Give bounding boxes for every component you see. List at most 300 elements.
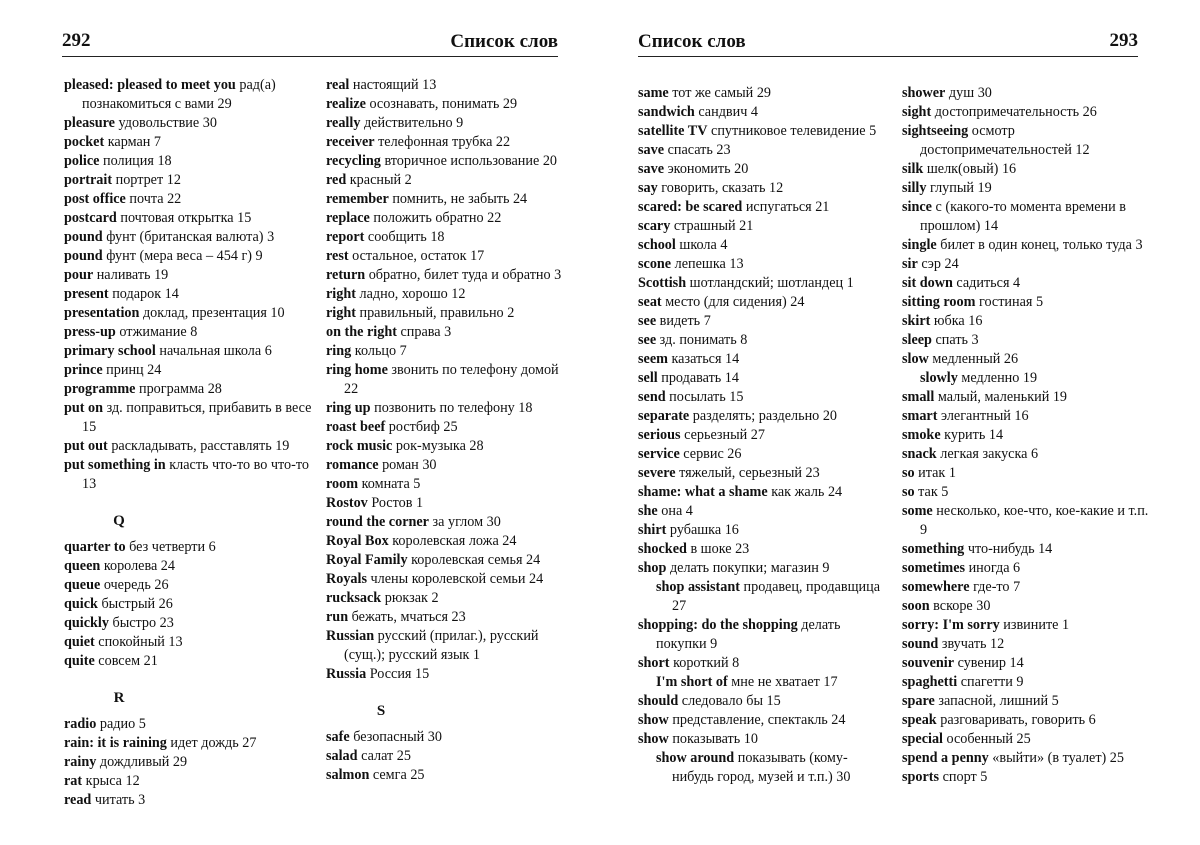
translation: роман 30 (378, 457, 437, 473)
glossary-entry (902, 388, 1152, 407)
translation: место (для сидения) 24 (661, 294, 805, 310)
headword: ring (326, 343, 352, 359)
translation: запасной, лишний 5 (934, 693, 1059, 709)
headword: salmon (326, 767, 370, 783)
glossary-entry (64, 399, 314, 437)
translation: королевская ложа 24 (388, 533, 517, 549)
translation: доклад, презентация 10 (139, 305, 285, 321)
headword: real (326, 77, 350, 93)
right-page (600, 0, 1200, 845)
running-title: Список слов (450, 31, 558, 52)
glossary-entry (902, 654, 1152, 673)
glossary-entry (64, 380, 314, 399)
glossary-entry (638, 255, 888, 274)
headword: present (64, 286, 109, 302)
glossary-entry (326, 665, 576, 684)
headword: Royal Box (326, 533, 389, 549)
glossary-entry (64, 285, 314, 304)
headword: speak (902, 712, 937, 728)
glossary-entry (902, 350, 1152, 369)
translation: ростбиф 25 (385, 419, 458, 435)
glossary-entry (638, 730, 888, 749)
glossary-entry (326, 627, 576, 665)
headword: Royal Family (326, 552, 408, 568)
translation: почта 22 (125, 191, 182, 207)
headword: separate (638, 408, 690, 424)
translation: фунт (британская валюта) 3 (102, 229, 275, 245)
glossary-entry (902, 673, 1152, 692)
translation: справа 3 (396, 324, 452, 340)
glossary-entry (902, 312, 1152, 331)
glossary-entry (64, 753, 314, 772)
translation: спагетти 9 (957, 674, 1024, 690)
translation: короткий 8 (669, 655, 740, 671)
headword: somewhere (902, 579, 970, 595)
translation: рад(а) познакомиться с вами 29 (82, 77, 276, 112)
translation: программа 28 (135, 381, 222, 397)
translation: представление, спектакль 24 (668, 712, 846, 728)
glossary-entry (902, 293, 1152, 312)
translation: продавать 14 (657, 370, 739, 386)
headword: single (902, 237, 937, 253)
headword: seem (638, 351, 668, 367)
headword: replace (326, 210, 370, 226)
headword: slow (902, 351, 929, 367)
headword: snack (902, 446, 937, 462)
headword: souvenir (902, 655, 955, 671)
glossary-entry (902, 426, 1152, 445)
glossary-entry (326, 209, 576, 228)
glossary-entry (64, 171, 314, 190)
glossary-entry (638, 331, 888, 350)
glossary-entry (64, 652, 314, 671)
headword: so (902, 484, 915, 500)
translation: положить обратно 22 (369, 210, 502, 226)
page-header (62, 30, 558, 57)
translation: помнить, не забыть 24 (388, 191, 528, 207)
headword: right (326, 305, 356, 321)
headword: see (638, 313, 657, 329)
glossary-entry (326, 551, 576, 570)
headword: save (638, 161, 665, 177)
glossary-entry (64, 228, 314, 247)
glossary-entry (326, 361, 576, 399)
headword: Russian (326, 628, 375, 644)
translation: члены королевской семьи 24 (367, 571, 544, 587)
glossary-entry (638, 217, 888, 236)
translation: спать 3 (931, 332, 979, 348)
translation: гостиная 5 (975, 294, 1044, 310)
headword: put on (64, 400, 104, 416)
glossary-entry (326, 766, 576, 785)
headword: slowly (920, 370, 958, 386)
glossary-entry (638, 654, 888, 673)
glossary-entry (64, 114, 314, 133)
glossary-entry (326, 304, 576, 323)
glossary-entry (638, 350, 888, 369)
headword: return (326, 267, 366, 283)
translation: идет дождь 27 (166, 735, 257, 751)
headword: sleep (902, 332, 932, 348)
glossary-entry (64, 791, 314, 810)
translation: элегантный 16 (937, 408, 1029, 424)
glossary-entry (326, 589, 576, 608)
glossary-entry (326, 399, 576, 418)
headword: sorry: I'm sorry (902, 617, 1000, 633)
word-column (64, 76, 314, 810)
glossary-entry (902, 749, 1152, 768)
glossary-entry (326, 475, 576, 494)
glossary-entry (902, 445, 1152, 464)
translation: сэр 24 (917, 256, 959, 272)
headword: rat (64, 773, 83, 789)
glossary-entry (326, 114, 576, 133)
translation: итак 1 (914, 465, 956, 481)
headword: prince (64, 362, 103, 378)
glossary-entry (638, 502, 888, 521)
translation: принц 24 (102, 362, 162, 378)
translation: юбка 16 (930, 313, 983, 329)
headword: shirt (638, 522, 667, 538)
glossary-entry (902, 84, 1152, 103)
headword: rain: it is raining (64, 735, 167, 751)
page-header (638, 30, 1138, 57)
translation: остальное, остаток 17 (348, 248, 485, 264)
glossary-entry (64, 304, 314, 323)
translation: правильный, правильно 2 (355, 305, 515, 321)
translation: говорить, сказать 12 (657, 180, 784, 196)
glossary-entry (638, 160, 888, 179)
translation: медленный 26 (928, 351, 1019, 367)
glossary-entry (64, 76, 314, 114)
headword: she (638, 503, 658, 519)
translation: безопасный 30 (349, 729, 442, 745)
translation: рок-музыка 28 (392, 438, 484, 454)
headword: programme (64, 381, 136, 397)
translation: спорт 5 (939, 769, 988, 785)
headword: since (902, 199, 932, 215)
glossary-entry (638, 236, 888, 255)
headword: sit down (902, 275, 953, 291)
glossary-entry (902, 198, 1152, 236)
translation: читать 3 (91, 792, 146, 808)
glossary-entry (64, 361, 314, 380)
headword: sometimes (902, 560, 966, 576)
glossary-entry (326, 95, 576, 114)
translation: салат 25 (357, 748, 411, 764)
headword: silly (902, 180, 927, 196)
glossary-entry (902, 160, 1152, 179)
translation: вскоре 30 (929, 598, 991, 614)
translation: совсем 21 (94, 653, 158, 669)
headword: press-up (64, 324, 116, 340)
headword: rock music (326, 438, 393, 454)
glossary-entry (638, 369, 888, 388)
translation: спокойный 13 (94, 634, 183, 650)
headword: Russia (326, 666, 367, 682)
headword: room (326, 476, 359, 492)
headword: queue (64, 577, 101, 593)
translation: что-нибудь 14 (964, 541, 1053, 557)
translation: фунт (мера веса – 454 г) 9 (102, 248, 263, 264)
glossary-entry (326, 494, 576, 513)
headword: see (638, 332, 657, 348)
translation: шотландский; шотландец 1 (686, 275, 854, 291)
headword: portrait (64, 172, 113, 188)
glossary-entry (638, 464, 888, 483)
glossary-entry (638, 312, 888, 331)
headword: smoke (902, 427, 941, 443)
translation: испугаться 21 (742, 199, 830, 215)
translation: спутниковое телевидение 5 (707, 123, 877, 139)
translation: спасать 23 (664, 142, 731, 158)
translation: кольцо 7 (351, 343, 407, 359)
headword: pound (64, 229, 103, 245)
glossary-entry (326, 513, 576, 532)
headword: put something in (64, 457, 166, 473)
glossary-entry (902, 616, 1152, 635)
headword: send (638, 389, 666, 405)
translation: продавец, продавщица 27 (672, 579, 881, 614)
headword: ring up (326, 400, 371, 416)
headword: ring home (326, 362, 388, 378)
headword: pleased: pleased to meet you (64, 77, 236, 93)
headword: sitting room (902, 294, 976, 310)
headword: pound (64, 248, 103, 264)
glossary-entry (902, 502, 1152, 540)
glossary-entry (326, 171, 576, 190)
translation: дождливый 29 (96, 754, 188, 770)
glossary-entry (638, 293, 888, 312)
translation: зд. понимать 8 (656, 332, 748, 348)
headword: short (638, 655, 670, 671)
headword: receiver (326, 134, 375, 150)
translation: серьезный 27 (680, 427, 765, 443)
glossary-entry (902, 597, 1152, 616)
headword: quickly (64, 615, 109, 631)
headword: special (902, 731, 943, 747)
translation: тяжелый, серьезный 23 (675, 465, 820, 481)
glossary-entry (64, 595, 314, 614)
translation: класть что-то во что-то 13 (82, 457, 309, 492)
translation: следовало бы 15 (678, 693, 781, 709)
translation: садиться 4 (952, 275, 1021, 291)
headword: scone (638, 256, 672, 272)
translation: ладно, хорошо 12 (355, 286, 466, 302)
glossary-entry (902, 483, 1152, 502)
glossary-entry (326, 342, 576, 361)
translation: сувенир 14 (954, 655, 1024, 671)
translation: начальная школа 6 (155, 343, 272, 359)
glossary-entry (64, 323, 314, 342)
translation: экономить 20 (664, 161, 749, 177)
headword: quarter to (64, 539, 126, 555)
headword: spare (902, 693, 935, 709)
translation: достопримечательность 26 (931, 104, 1097, 120)
headword: round the corner (326, 514, 429, 530)
glossary-entry (902, 331, 1152, 350)
glossary-entry (902, 692, 1152, 711)
glossary-entry (326, 133, 576, 152)
glossary-entry (64, 247, 314, 266)
glossary-entry (64, 133, 314, 152)
page-number: 292 (62, 30, 91, 51)
glossary-entry (64, 152, 314, 171)
glossary-entry (902, 103, 1152, 122)
translation: легкая закуска 6 (936, 446, 1039, 462)
headword: quite (64, 653, 95, 669)
translation: королевская семья 24 (407, 552, 541, 568)
glossary-entry (638, 407, 888, 426)
headword: remember (326, 191, 389, 207)
headword: sports (902, 769, 940, 785)
translation: курить 14 (940, 427, 1004, 443)
translation: почтовая открытка 15 (116, 210, 252, 226)
glossary-entry (326, 228, 576, 247)
glossary-entry (64, 614, 314, 633)
headword: spend a penny (902, 750, 989, 766)
headword: sound (902, 636, 939, 652)
translation: страшный 21 (670, 218, 754, 234)
glossary-entry (638, 616, 888, 654)
translation: осмотр достопримечательностей 12 (920, 123, 1090, 158)
headword: so (902, 465, 915, 481)
headword: same (638, 85, 669, 101)
translation: семга 25 (369, 767, 425, 783)
translation: показывать (кому-нибудь город, музей и т.п.) 30 (672, 750, 851, 785)
translation: мне не хватает 17 (727, 674, 838, 690)
translation: позвонить по телефону 18 (370, 400, 533, 416)
translation: несколько, кое-что, кое-какие и т.п. 9 (920, 503, 1149, 538)
translation: действительно 9 (360, 115, 464, 131)
glossary-entry (902, 559, 1152, 578)
translation: полиция 18 (99, 153, 172, 169)
headword: save (638, 142, 665, 158)
glossary-entry (64, 342, 314, 361)
headword: report (326, 229, 365, 245)
headword: postcard (64, 210, 117, 226)
headword: should (638, 693, 679, 709)
glossary-entry (638, 179, 888, 198)
translation: казаться 14 (667, 351, 740, 367)
translation: лепешка 13 (671, 256, 744, 272)
glossary-entry (638, 711, 888, 730)
headword: say (638, 180, 658, 196)
translation: малый, маленький 19 (934, 389, 1068, 405)
headword: scared: be scared (638, 199, 743, 215)
glossary-entry (902, 236, 1152, 255)
headword: satellite TV (638, 123, 708, 139)
translation: бежать, мчаться 23 (348, 609, 466, 625)
headword: rucksack (326, 590, 382, 606)
headword: on the right (326, 324, 397, 340)
glossary-entry (638, 388, 888, 407)
glossary-entry (326, 570, 576, 589)
translation: быстро 23 (108, 615, 174, 631)
glossary-entry (326, 456, 576, 475)
headword: show (638, 712, 669, 728)
headword: serious (638, 427, 681, 443)
translation: тот же самый 29 (668, 85, 772, 101)
glossary-entry (64, 209, 314, 228)
glossary-entry (638, 274, 888, 293)
translation: с (какого-то момента времени в прошлом) 14 (920, 199, 1126, 234)
translation: медленно 19 (957, 370, 1038, 386)
translation: без четверти 6 (125, 539, 216, 555)
translation: разделять; раздельно 20 (689, 408, 838, 424)
headword: severe (638, 465, 676, 481)
glossary-entry (64, 576, 314, 595)
word-column (638, 84, 888, 787)
translation: Россия 15 (366, 666, 430, 682)
section-letter: Q (113, 513, 125, 529)
headword: some (902, 503, 933, 519)
translation: красный 2 (346, 172, 412, 188)
headword: right (326, 286, 356, 302)
translation: портрет 12 (112, 172, 181, 188)
headword: recycling (326, 153, 381, 169)
headword: pour (64, 267, 94, 283)
headword: pleasure (64, 115, 115, 131)
headword: show around (656, 750, 735, 766)
glossary-entry (638, 426, 888, 445)
running-title: Список слов (638, 31, 746, 52)
headword: rest (326, 248, 349, 264)
glossary-entry (638, 540, 888, 559)
headword: sight (902, 104, 932, 120)
glossary-entry (326, 266, 576, 285)
glossary-entry (326, 418, 576, 437)
headword: Royals (326, 571, 367, 587)
glossary-entry (64, 633, 314, 652)
headword: something (902, 541, 965, 557)
glossary-entry (902, 122, 1152, 160)
glossary-entry (64, 734, 314, 753)
translation: иногда 6 (965, 560, 1021, 576)
translation: рюкзак 2 (381, 590, 439, 606)
glossary-entry (638, 673, 888, 692)
glossary-entry (326, 747, 576, 766)
headword: scary (638, 218, 671, 234)
translation: звонить по телефону домой 22 (344, 362, 559, 397)
translation: шелк(овый) 16 (923, 161, 1017, 177)
translation: зд. поправиться, прибавить в весе 15 (82, 400, 312, 435)
translation: посылать 15 (665, 389, 744, 405)
headword: show (638, 731, 669, 747)
headword: shopping: do the shopping (638, 617, 798, 633)
headword: shower (902, 85, 946, 101)
headword: read (64, 792, 92, 808)
headword: really (326, 115, 361, 131)
headword: red (326, 172, 347, 188)
translation: как жаль 24 (767, 484, 843, 500)
headword: radio (64, 716, 97, 732)
headword: post office (64, 191, 126, 207)
glossary-entry (64, 456, 314, 494)
headword: rainy (64, 754, 97, 770)
glossary-entry (326, 247, 576, 266)
translation: подарок 14 (108, 286, 179, 302)
headword: queen (64, 558, 101, 574)
headword: skirt (902, 313, 931, 329)
glossary-entry (638, 198, 888, 217)
glossary-entry (326, 437, 576, 456)
translation: радио 5 (96, 716, 146, 732)
glossary-entry (638, 141, 888, 160)
glossary-entry (638, 122, 888, 141)
glossary-entry (638, 445, 888, 464)
translation: королева 24 (100, 558, 175, 574)
